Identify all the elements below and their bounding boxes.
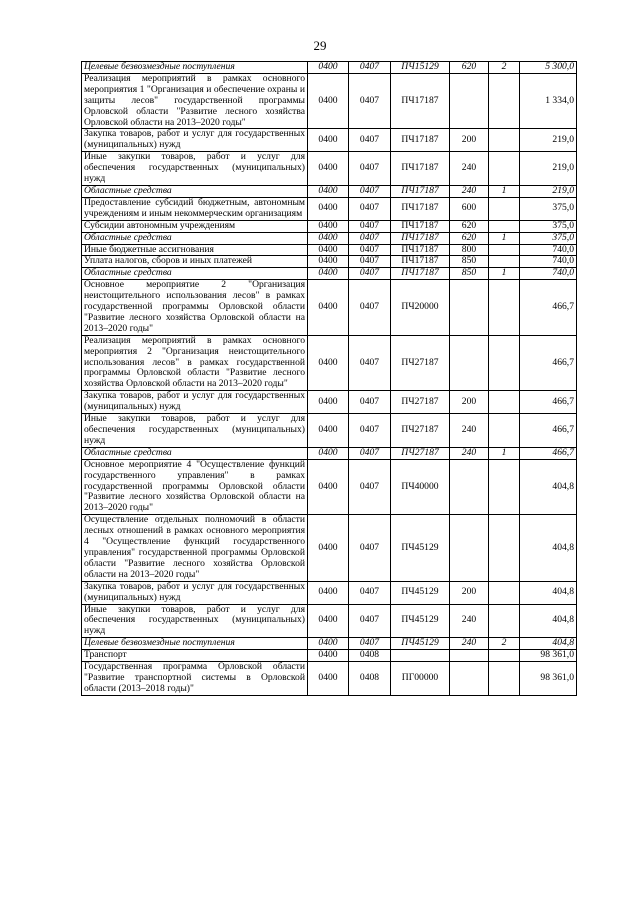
row-target-article: ПЧ17187 [391,256,450,268]
row-section-code: 0400 [308,414,349,448]
row-funding-source [489,220,520,232]
row-amount: 219,0 [520,185,577,197]
row-expense-type: 620 [450,232,489,244]
row-expense-type [450,662,489,696]
row-funding-source: 1 [489,268,520,280]
row-subsection-code: 0407 [349,62,391,74]
row-target-article: ПЧ17187 [391,129,450,152]
row-subsection-code: 0407 [349,335,391,391]
row-name: Основное мероприятие 4 "Осуществление функций государственного управления" в рамках государственной программы Орловской области "Развитие лесного хозяйства Орловской области на 2013–2020 годы" [82,459,308,515]
row-expense-type: 240 [450,185,489,197]
row-amount: 466,7 [520,391,577,414]
row-subsection-code: 0407 [349,447,391,459]
row-expense-type: 200 [450,391,489,414]
row-funding-source [489,604,520,638]
row-target-article: ПЧ27187 [391,414,450,448]
row-name: Предоставление субсидий бюджетным, автономным учреждениям и иным некоммерческим организациям [82,197,308,220]
row-subsection-code: 0407 [349,638,391,650]
table-row [82,604,577,638]
table-row [82,391,577,414]
table-row [82,447,577,459]
row-expense-type: 620 [450,220,489,232]
row-amount: 740,0 [520,256,577,268]
row-section-code: 0400 [308,185,349,197]
row-subsection-code: 0407 [349,280,391,336]
row-funding-source: 2 [489,638,520,650]
row-name: Реализация мероприятий в рамках основного мероприятия 1 "Организация и обеспечение охраны и защиты лесов" государственной программы Орловской области "Развитие лесного хозяйства Орловской области на 2013–2020 годы" [82,73,308,129]
row-target-article: ПЧ17187 [391,232,450,244]
row-funding-source: 1 [489,447,520,459]
row-section-code: 0400 [308,335,349,391]
row-section-code: 0400 [308,280,349,336]
row-expense-type: 240 [450,604,489,638]
row-expense-type [450,650,489,662]
row-amount: 219,0 [520,152,577,186]
page-number: 29 [313,38,327,53]
table-row [82,662,577,696]
row-subsection-code: 0407 [349,73,391,129]
row-section-code: 0400 [308,391,349,414]
row-section-code: 0400 [308,220,349,232]
row-target-article: ПЧ45129 [391,604,450,638]
row-amount: 375,0 [520,220,577,232]
row-name: Закупка товаров, работ и услуг для государственных (муниципальных) нужд [82,581,308,604]
table-row [82,638,577,650]
row-funding-source [489,515,520,581]
row-amount: 98 361,0 [520,650,577,662]
table-row [82,335,577,391]
row-funding-source [489,662,520,696]
row-target-article: ПЧ17187 [391,152,450,186]
row-section-code: 0400 [308,73,349,129]
row-funding-source [489,256,520,268]
row-section-code: 0400 [308,581,349,604]
row-funding-source [489,129,520,152]
row-expense-type: 240 [450,447,489,459]
row-target-article: ПЧ27187 [391,391,450,414]
row-amount: 404,8 [520,604,577,638]
table-row [82,414,577,448]
row-subsection-code: 0407 [349,244,391,256]
row-subsection-code: 0407 [349,414,391,448]
row-section-code: 0400 [308,515,349,581]
row-target-article: ПЧ17187 [391,244,450,256]
row-expense-type [450,459,489,515]
row-name: Иные закупки товаров, работ и услуг для обеспечения государственных (муниципальных) нужд [82,152,308,186]
row-amount: 466,7 [520,280,577,336]
row-target-article: ПЧ40000 [391,459,450,515]
row-expense-type: 600 [450,197,489,220]
row-subsection-code: 0407 [349,515,391,581]
table-row [82,129,577,152]
row-section-code: 0400 [308,268,349,280]
row-subsection-code: 0408 [349,662,391,696]
row-subsection-code: 0407 [349,581,391,604]
row-target-article: ПГ00000 [391,662,450,696]
row-target-article: ПЧ17187 [391,197,450,220]
row-name: Субсидии автономным учреждениям [82,220,308,232]
row-subsection-code: 0407 [349,268,391,280]
row-subsection-code: 0407 [349,604,391,638]
row-funding-source [489,197,520,220]
row-name: Осуществление отдельных полномочий в области лесных отношений в рамках основного мероприятия 4 "Осуществление функций государственного управления" государственной программы Орловской области "Развитие лесного хозяйства Орловской области на 2013–2020 годы" [82,515,308,581]
row-amount: 404,8 [520,515,577,581]
row-name: Уплата налогов, сборов и иных платежей [82,256,308,268]
row-section-code: 0400 [308,152,349,186]
row-name: Областные средства [82,268,308,280]
row-expense-type [450,280,489,336]
row-amount: 740,0 [520,244,577,256]
row-target-article: ПЧ45129 [391,581,450,604]
row-target-article: ПЧ17187 [391,268,450,280]
table-row [82,62,577,74]
row-subsection-code: 0407 [349,391,391,414]
table-row [82,152,577,186]
row-section-code: 0400 [308,197,349,220]
row-amount: 98 361,0 [520,662,577,696]
row-name: Целевые безвозмездные поступления [82,62,308,74]
row-subsection-code: 0407 [349,220,391,232]
row-funding-source [489,73,520,129]
row-amount: 5 300,0 [520,62,577,74]
row-target-article: ПЧ20000 [391,280,450,336]
row-name: Иные закупки товаров, работ и услуг для обеспечения государственных (муниципальных) нужд [82,414,308,448]
row-funding-source [489,391,520,414]
row-expense-type: 850 [450,268,489,280]
table-row [82,73,577,129]
row-target-article: ПЧ45129 [391,515,450,581]
row-target-article: ПЧ17187 [391,73,450,129]
row-subsection-code: 0407 [349,256,391,268]
row-funding-source: 1 [489,232,520,244]
row-target-article: ПЧ17187 [391,185,450,197]
row-name: Областные средства [82,185,308,197]
row-subsection-code: 0407 [349,232,391,244]
row-expense-type: 200 [450,581,489,604]
row-amount: 466,7 [520,335,577,391]
row-amount: 466,7 [520,447,577,459]
row-section-code: 0400 [308,232,349,244]
row-funding-source [489,459,520,515]
row-name: Закупка товаров, работ и услуг для государственных (муниципальных) нужд [82,129,308,152]
row-expense-type: 200 [450,129,489,152]
row-amount: 375,0 [520,197,577,220]
row-name: Реализация мероприятий в рамках основного мероприятия 2 "Организация неистощительного использования лесов" в рамках государственной программы Орловской области "Развитие лесного хозяйства Орловской области на 2013–2020 годы" [82,335,308,391]
row-section-code: 0400 [308,638,349,650]
row-amount: 404,8 [520,581,577,604]
table-row [82,268,577,280]
row-amount: 219,0 [520,129,577,152]
row-name: Государственная программа Орловской области "Развитие транспортной системы в Орловской области (2013–2018 годы)" [82,662,308,696]
row-amount: 375,0 [520,232,577,244]
row-funding-source [489,280,520,336]
row-name: Иные закупки товаров, работ и услуг для обеспечения государственных (муниципальных) нужд [82,604,308,638]
row-target-article: ПЧ27187 [391,447,450,459]
row-expense-type: 850 [450,256,489,268]
row-expense-type: 240 [450,152,489,186]
row-expense-type: 800 [450,244,489,256]
budget-table [81,61,577,696]
row-section-code: 0400 [308,256,349,268]
row-subsection-code: 0408 [349,650,391,662]
row-subsection-code: 0407 [349,152,391,186]
row-target-article [391,650,450,662]
row-name: Целевые безвозмездные поступления [82,638,308,650]
row-section-code: 0400 [308,604,349,638]
table-row [82,256,577,268]
row-section-code: 0400 [308,447,349,459]
table-row [82,197,577,220]
row-subsection-code: 0407 [349,185,391,197]
row-expense-type [450,73,489,129]
table-row [82,232,577,244]
row-name: Основное мероприятие 2 "Организация неистощительного использования лесов" в рамках государственной программы Орловской области "Развитие лесного хозяйства Орловской области на 2013–2020 годы" [82,280,308,336]
row-name: Иные бюджетные ассигнования [82,244,308,256]
table-row [82,650,577,662]
row-amount: 404,8 [520,459,577,515]
row-name: Областные средства [82,232,308,244]
table-row [82,459,577,515]
row-funding-source [489,650,520,662]
row-amount: 466,7 [520,414,577,448]
table-row [82,581,577,604]
row-expense-type: 240 [450,638,489,650]
table-row [82,220,577,232]
row-expense-type: 240 [450,414,489,448]
row-name: Областные средства [82,447,308,459]
row-name: Транспорт [82,650,308,662]
table-row [82,244,577,256]
row-funding-source [489,414,520,448]
row-section-code: 0400 [308,662,349,696]
row-target-article: ПЧ17187 [391,220,450,232]
row-funding-source [489,152,520,186]
row-amount: 1 334,0 [520,73,577,129]
row-subsection-code: 0407 [349,459,391,515]
row-funding-source [489,335,520,391]
row-section-code: 0400 [308,62,349,74]
row-amount: 404,8 [520,638,577,650]
row-amount: 740,0 [520,268,577,280]
row-section-code: 0400 [308,459,349,515]
row-target-article: ПЧ27187 [391,335,450,391]
row-funding-source: 2 [489,62,520,74]
row-expense-type [450,515,489,581]
row-name: Закупка товаров, работ и услуг для государственных (муниципальных) нужд [82,391,308,414]
row-section-code: 0400 [308,129,349,152]
row-subsection-code: 0407 [349,129,391,152]
row-expense-type [450,335,489,391]
row-subsection-code: 0407 [349,197,391,220]
table-row [82,515,577,581]
row-funding-source: 1 [489,185,520,197]
row-funding-source [489,581,520,604]
row-target-article: ПЧ15129 [391,62,450,74]
row-section-code: 0400 [308,244,349,256]
row-target-article: ПЧ45129 [391,638,450,650]
table-row [82,185,577,197]
table-row [82,280,577,336]
row-section-code: 0400 [308,650,349,662]
row-expense-type: 620 [450,62,489,74]
row-funding-source [489,244,520,256]
